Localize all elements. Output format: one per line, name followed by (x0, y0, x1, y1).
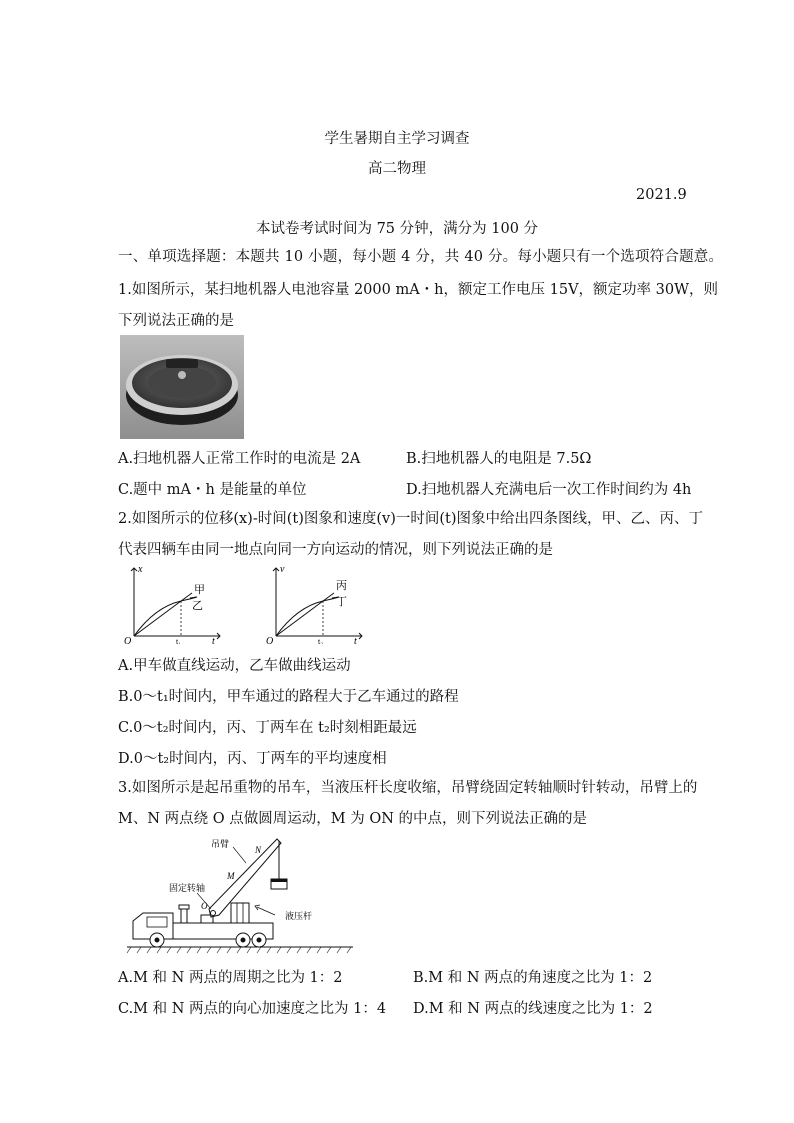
q3-stem-line2: M、N 两点绕 O 点做圆周运动，M 为 ON 的中点，则下列说法正确的是 (118, 811, 587, 827)
xt-origin: O (124, 636, 132, 644)
crane-label-m: M (227, 871, 235, 881)
exam-subject: 高二物理 (368, 161, 426, 177)
xt-graph (120, 560, 230, 644)
xt-label-jia: 甲 (194, 584, 205, 596)
exam-date: 2021.9 (636, 187, 687, 203)
crane-label-rod: 液压杆 (285, 911, 313, 921)
vt-origin: O (266, 636, 274, 644)
vt-xlabel: t (354, 636, 357, 644)
vt-label-ding: 丁 (336, 596, 347, 608)
robot-vacuum-photo (120, 335, 244, 439)
q2-option-a[interactable]: A.甲车做直线运动，乙车做曲线运动 (118, 658, 351, 674)
xt-label-yi: 乙 (192, 600, 203, 612)
q1-option-d[interactable]: D.扫地机器人充满电后一次工作时间约为 4h (406, 482, 692, 498)
q1-stem-line1: 1.如图所示，某扫地机器人电池容量 2000 mA・h，额定工作电压 15V，额定功率 30W，则 (118, 282, 719, 298)
crane-label-o: O (201, 901, 208, 911)
q3-option-a[interactable]: A.M 和 N 两点的周期之比为 1：2 (118, 970, 343, 986)
q2-stem-line2: 代表四辆车由同一地点向同一方向运动的情况，则下列说法正确的是 (118, 542, 553, 558)
vt-label-bing: 丙 (336, 580, 347, 592)
xt-ylabel: x (138, 564, 143, 575)
exam-time-note: 本试卷考试时间为 75 分钟，满分为 100 分 (255, 221, 539, 237)
q2-stem-line1: 2.如图所示的位移(x)-时间(t)图象和速度(v)一时间(t)图象中给出四条图线，甲、乙、丙、丁 (118, 511, 704, 527)
q2-option-b[interactable]: B.0～t₁时间内，甲车通过的路程大于乙车通过的路程 (118, 689, 459, 705)
q2-option-c[interactable]: C.0～t₂时间内，丙、丁两车在 t₂时刻相距最远 (118, 720, 417, 736)
q1-option-a[interactable]: A.扫地机器人正常工作时的电流是 2A (118, 451, 361, 467)
vt-tick-t2: t₂ (318, 637, 324, 644)
xt-tick-t1: t₁ (176, 637, 182, 644)
q3-option-b[interactable]: B.M 和 N 两点的角速度之比为 1：2 (413, 970, 653, 986)
exam-title: 学生暑期自主学习调查 (324, 131, 470, 147)
q3-stem-line1: 3.如图所示是起吊重物的吊车，当液压杆长度收缩，吊臂绕固定转轴顺时针转动，吊臂上的 (118, 780, 698, 796)
q1-option-b[interactable]: B.扫地机器人的电阻是 7.5Ω (406, 451, 592, 467)
vt-graph (262, 560, 372, 644)
section-heading: 一、单项选择题：本题共 10 小题，每小题 4 分，共 40 分。每小题只有一个选项符合题意。 (118, 249, 724, 265)
crane-label-pivot: 固定转轴 (169, 883, 206, 893)
q2-option-d[interactable]: D.0～t₂时间内，丙、丁两车的平均速度相 (118, 751, 387, 767)
q3-option-d[interactable]: D.M 和 N 两点的线速度之比为 1：2 (413, 1001, 653, 1017)
vt-ylabel: v (280, 564, 285, 575)
crane-truck-diagram (125, 835, 355, 955)
q1-option-c[interactable]: C.题中 mA・h 是能量的单位 (118, 482, 307, 498)
q1-stem-line2: 下列说法正确的是 (118, 313, 234, 329)
q3-option-c[interactable]: C.M 和 N 两点的向心加速度之比为 1：4 (118, 1001, 387, 1017)
crane-label-n: N (255, 845, 262, 855)
xt-xlabel: t (212, 636, 215, 644)
crane-label-arm: 吊臂 (211, 839, 230, 849)
